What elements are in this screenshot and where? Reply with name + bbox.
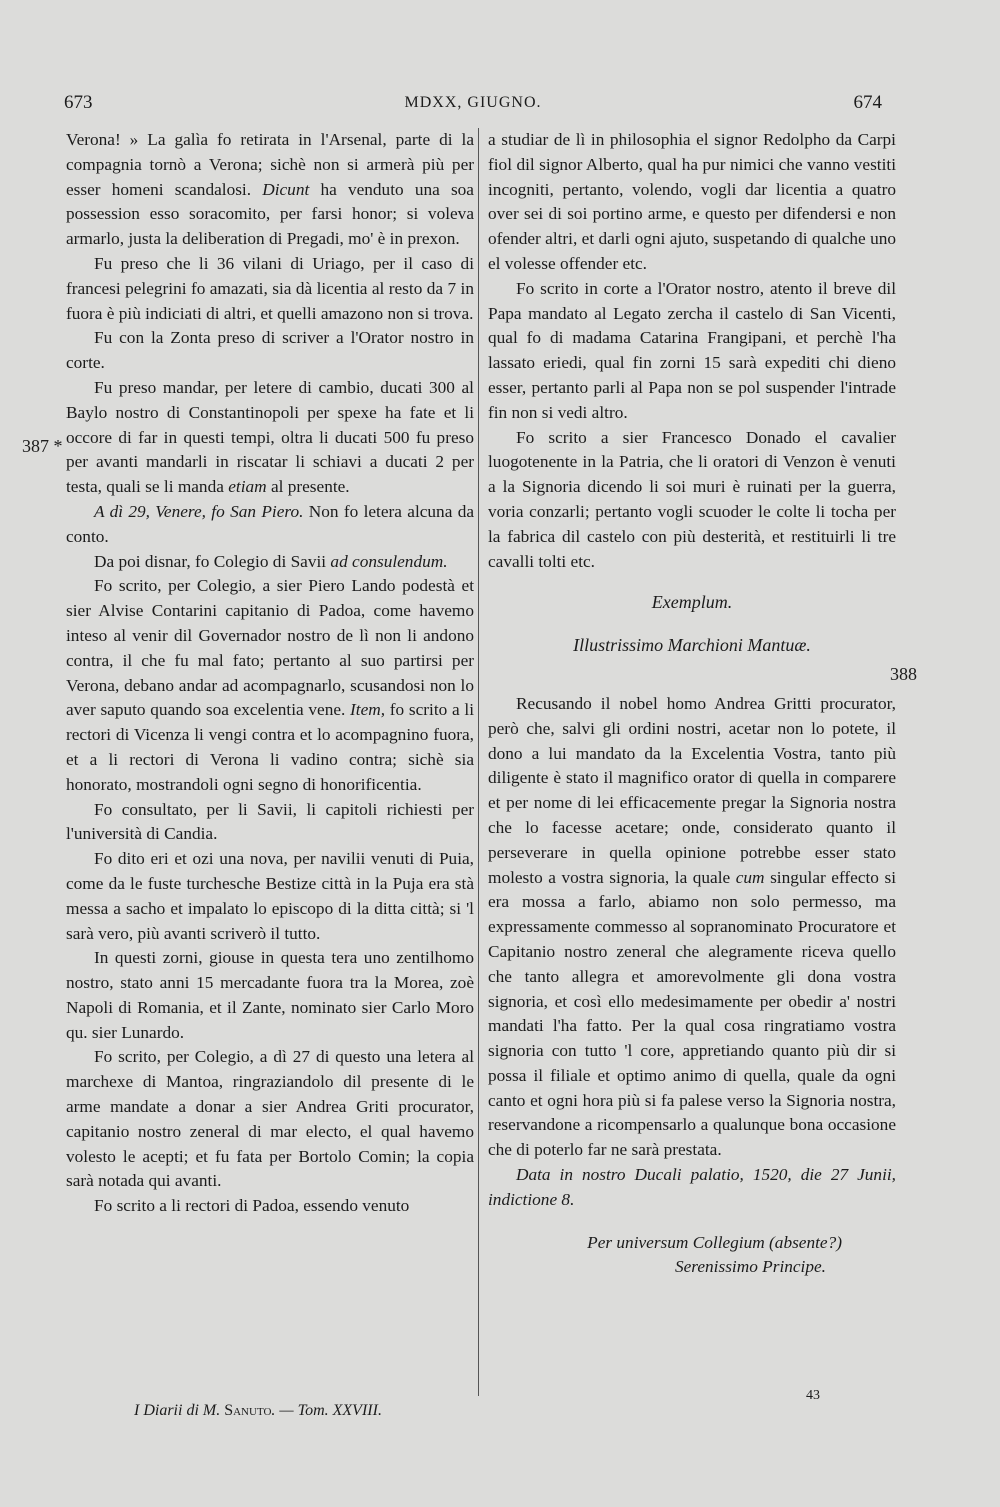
column-divider <box>478 128 479 1396</box>
date-paragraph: A dì 29, Venere, fo San Piero. Non fo letera alcuna da conto. <box>66 501 475 546</box>
page-footer: I Diarii di M. Sanuto. — Tom. XXVIII. <box>134 1402 382 1419</box>
running-header <box>64 92 882 118</box>
paragraph: Fo consultato, per li Savii, li capitoli richiesti per l'università di Candia. <box>66 799 474 844</box>
paragraph: Fu preso mandar, per letere di cambio, ducati 300 al Baylo nostro di Constantinopoli per spexe ha fate et li occore di far in questi tempi, oltra li ducati 500 fu preso per avanti mandarli in riscatar li schiavi a ducati 2 per testa, quali se li manda etiam al presente. <box>66 377 474 497</box>
paragraph: Fo scrito in corte a l'Orator nostro, atento il breve dil Papa mandato al Legato zercha il castelo di San Vicenti, qual fo di madama Catarina Frangipani, et perchè l'ha lassato eriedi, qual fin zorni 15 sarà expediti chi dieno esser, pertanto parli al Papa non se pol suspender l'intrade fin non si vedi altro. <box>488 278 896 422</box>
paragraph: Fo dito eri et ozi una nova, per navilii venuti di Puia, come da le fuste turchesche Bestize città in la Puja era stà messa a sacho et impalato lo episcopo di la ditta città; si 'l sarà vero, più avanti scriverò il tutto. <box>66 849 474 943</box>
page-number-right: 674 <box>853 92 882 113</box>
paragraph: Fo scrito, per Colegio, a sier Piero Lando podestà et sier Alvise Contarini capitanio di Padoa, come havemo inteso al venir dil Governador nostro de lì non li andono contra, il che fu mal fato; pertanto al suo partirsi per Verona, debano andar ad acompagnarlo, scusandosi non lo aver saputo quando soa excelentia vene. Item, fo scrito a li rectori di Vicenza li vengi contra et lo acompagnino fuora, et a li rectori di Verona li vadino contra; sichè sia honorato, mostrandoli ogni segno di honorificentia. <box>66 576 475 794</box>
section-heading: Exemplum. <box>651 592 733 613</box>
margin-note-left: 387 * <box>22 436 63 456</box>
paragraph: Fo scrito a li rectori di Padoa, essendo venuto <box>94 1196 410 1216</box>
margin-note-right: 388 <box>890 664 917 684</box>
left-column <box>66 128 474 1219</box>
signature-line: Per universum Collegium (absente?) <box>587 1232 842 1252</box>
paragraph: Fu preso che li 36 vilani di Uriago, per il caso di francesi pelegrini fo amazati, sia dà licentia al resto da 7 in fuora è più indiciati di altri, et quelli amazono non si trova. <box>66 253 474 323</box>
letter-body: Recusando il nobel homo Andrea Gritti procurator, però che, salvi gli ordini nostri, acetar non lo potete, il dono a lui mandato da la Excelentia Vostra, tanto più diligente è stato il magnifico orator di quella in comparere et per nome di lei efficacemente pregar la Signoria nostra che lo facesse acetare; onde, considerato quanto il perseverare in quella opinione potrebbe esser stato molesto a vostra signoria, la quale cum singular effecto si era mossa a farlo, abiamo non solo permesso, ma expressamente commesso al sopranominato Procuratore et Capitanio nostro zeneral che alegramente riceva quello che tanto allegra et amorevolmente gli dona vostra signoria, et così ello medesimamente per obedir a' nostri mandati l'ha fatto. Per la qual cosa ringratiamo vostra signoria con tutto 'l core, appretiando quanto più dir si possa il filiale et optimo animo di quella, quale da ogni canto et ogni hora più si fa palese verso la Signoria nostra, reservandone a ricompensarlo a qualunque bona occasione che di poterlo far ne sarà prestata. <box>488 693 897 1160</box>
letter-addressee: Illustrissimo Marchioni Mantuæ. <box>573 635 811 656</box>
running-title: MDXX, GIUGNO. <box>404 94 542 111</box>
letter-date: Data in nostro Ducali palatio, 1520, die 27 Junii, indictione 8. <box>488 1165 896 1209</box>
page-number-left: 673 <box>64 92 93 113</box>
signature-mark: 43 <box>806 1388 820 1403</box>
paragraph: Fo scrito, per Colegio, a dì 27 di questo una letera al marchexe di Mantoa, ringraziandolo dil presente di le arme mandate a donar a sier Andrea Griti procurator, capitanio nostro zeneral di mar electo, el qual havemo volesto le acepti; et fu fata per Bortolo Comin; la copia sarà notada qui avanti. <box>66 1047 474 1191</box>
right-column <box>488 128 896 1280</box>
paragraph: a studiar de lì in philosophia el signor Redolpho da Carpi fiol dil signor Alberto, qual ha pur nimici che vanno vestiti incogniti, pertanto, volendo, vogli dar licentia a quatro over sei di soi portino arme, e questo per difendersi e non ofender altri, et darli ogni ajuto, suspetando di qualche uno el volesse offender etc. <box>488 130 896 273</box>
paragraph: Fu con la Zonta preso di scriver a l'Orator nostro in corte. <box>66 328 474 373</box>
paragraph: Verona! » La galìa fo retirata in l'Arsenal, parte di la compagnia tornò a Verona; sichè non si armerà più per esser homeni scandalosi. Dicunt ha venduto una soa possession esso soracomito, per farsi honor; si voleva armarlo, justa la deliberation di Pregadi, mo' è in prexon. <box>66 130 474 249</box>
paragraph: Fo scrito a sier Francesco Donado el cavalier luogotenente in la Patria, che li oratori di Venzon è venuti a la Signoria dicendo li soi muri è ruinati per la guerra, voria conzarli; pertanto vogli scuoder le colte li tocha per la fabrica dil castelo con più desterità, et restituirli li tre cavalli tolti etc. <box>488 427 896 571</box>
paragraph: Da poi disnar, fo Colegio di Savii ad consulendum. <box>94 551 448 571</box>
paragraph: In questi zorni, giouse in questa tera uno zentilhomo nostro, stato anni 15 mercadante fuora tra la Morea, zoè Napoli di Romania, et il Zante, nominato sier Carlo Moro qu. sier Lunardo. <box>66 948 474 1042</box>
signature-line: Serenissimo Principe. <box>674 1257 826 1277</box>
